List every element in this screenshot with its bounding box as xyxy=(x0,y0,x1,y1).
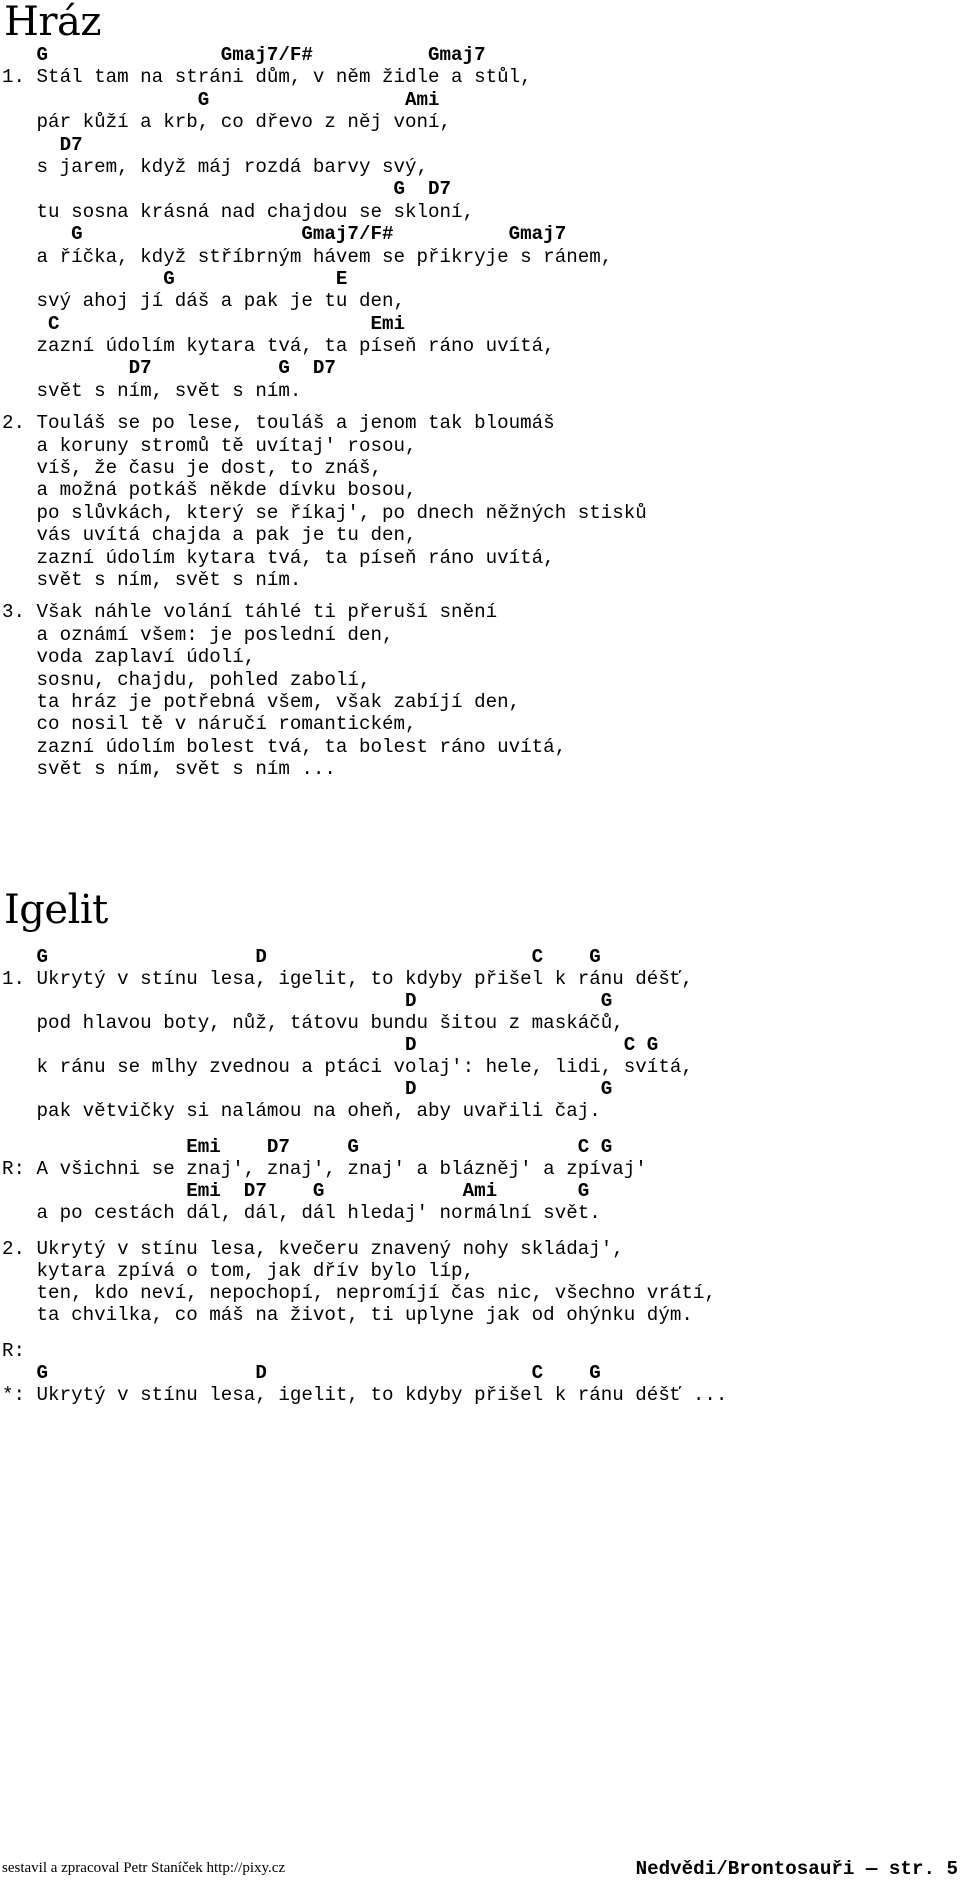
chord-line: Emi D7 G Ami G xyxy=(2,1180,590,1202)
lyric-line: vás uvítá chajda a pak je tu den, xyxy=(2,524,417,547)
song-title: Igelit xyxy=(4,887,108,933)
chord-line: C Emi xyxy=(2,312,406,335)
lyric-line: tu sosna krásná nad chajdou se skloní, xyxy=(2,200,475,223)
lyric-line: svý ahoj jí dáš a pak je tu den, xyxy=(2,290,406,313)
lyric-line: svět s ním, svět s ním ... xyxy=(2,758,336,781)
lyric-line: a říčka, když stříbrným hávem se přikryje s ránem, xyxy=(2,245,613,268)
lyric-line: 3. Však náhle volání táhlé ti přeruší snění xyxy=(2,601,498,624)
lyric-line: zazní údolím kytara tvá, ta píseň ráno uvítá, xyxy=(2,335,555,358)
lyric-line: 1. Ukrytý v stínu lesa, igelit, to kdyby přišel k ránu déšť, xyxy=(2,968,693,990)
chord-line: G Gmaj7/F# Gmaj7 xyxy=(2,44,486,66)
chord-line: G D C G xyxy=(2,946,601,968)
song-lines xyxy=(0,946,960,1406)
footer-page-label: Nedvědi/Brontosauři — str. 5 xyxy=(635,1858,958,1880)
lyric-line: a oznámí všem: je poslední den, xyxy=(2,623,394,646)
lyric-line: zazní údolím kytara tvá, ta píseň ráno uvítá, xyxy=(2,546,555,569)
stanza-gap xyxy=(2,1224,960,1238)
chord-line: G Gmaj7/F# Gmaj7 xyxy=(2,223,567,246)
lyric-line: zazní údolím bolest tvá, ta bolest ráno uvítá, xyxy=(2,735,567,758)
stanza-gap xyxy=(2,402,960,412)
lyric-line: a po cestách dál, dál, dál hledaj' normální svět. xyxy=(2,1202,601,1224)
lyric-line: ten, kdo neví, nepochopí, nepromíjí čas nic, všechno vrátí, xyxy=(2,1282,716,1304)
lyric-line: kytara zpívá o tom, jak dřív bylo líp, xyxy=(2,1260,475,1282)
lyric-line: a koruny stromů tě uvítaj' rosou, xyxy=(2,434,417,457)
chord-line: D C G xyxy=(2,1034,659,1056)
lyric-line: 2. Touláš se po lese, touláš a jenom tak bloumáš xyxy=(2,412,555,435)
lyric-line: 1. Stál tam na stráni dům, v něm židle a stůl, xyxy=(2,66,532,89)
song-hraz xyxy=(0,0,960,781)
chord-line: D7 xyxy=(2,133,83,156)
chord-line: G Ami xyxy=(2,88,440,111)
song-igelit xyxy=(0,888,960,1406)
lyric-line: po slůvkách, který se říkaj', po dnech něžných stisků xyxy=(2,501,647,524)
lyric-line: pak větvičky si nalámou na oheň, aby uvařili čaj. xyxy=(2,1100,601,1122)
stanza-gap xyxy=(2,1326,960,1340)
song-lines xyxy=(0,44,960,781)
footer-credit: sestavil a zpracoval Petr Staníček http://pixy.cz xyxy=(2,1860,286,1876)
page-footer xyxy=(0,1858,960,1880)
chord-line: G E xyxy=(2,267,348,290)
lyric-line: co nosil tě v náručí romantickém, xyxy=(2,713,417,736)
lyric-line: svět s ním, svět s ním. xyxy=(2,568,302,591)
lyric-line: ta chvilka, co máš na život, ti uplyne jak od ohýnku dým. xyxy=(2,1304,693,1326)
chord-line: G D C G xyxy=(2,1362,601,1384)
lyric-line: *: Ukrytý v stínu lesa, igelit, to kdyby přišel k ránu déšť ... xyxy=(2,1384,728,1406)
chord-line: D G xyxy=(2,1078,613,1100)
lyric-line: pod hlavou boty, nůž, tátovu bundu šitou z maskáčů, xyxy=(2,1012,624,1034)
lyric-line: 2. Ukrytý v stínu lesa, kvečeru znavený nohy skládaj', xyxy=(2,1238,624,1260)
lyric-line: s jarem, když máj rozdá barvy svý, xyxy=(2,155,429,178)
lyric-line: R: xyxy=(2,1340,26,1362)
stanza-gap xyxy=(2,1122,960,1136)
lyric-line: víš, že času je dost, to znáš, xyxy=(2,457,382,480)
lyric-line: a možná potkáš někde dívku bosou, xyxy=(2,479,417,502)
lyric-line: ta hráz je potřebná všem, však zabíjí den, xyxy=(2,690,521,713)
chord-line: Emi D7 G C G xyxy=(2,1136,613,1158)
stanza-gap xyxy=(2,591,960,601)
lyric-line: pár kůží a krb, co dřevo z něj voní, xyxy=(2,111,452,134)
lyric-line: R: A všichni se znaj', znaj', znaj' a blázněj' a zpívaj' xyxy=(2,1158,647,1180)
lyric-line: voda zaplaví údolí, xyxy=(2,646,256,669)
lyric-line: sosnu, chajdu, pohled zabolí, xyxy=(2,668,371,691)
lyric-line: k ránu se mlhy zvednou a ptáci volaj': hele, lidi, svítá, xyxy=(2,1056,693,1078)
song-title: Hráz xyxy=(4,0,101,45)
lyric-line: svět s ním, svět s ním. xyxy=(2,379,302,402)
chord-line: D7 G D7 xyxy=(2,357,336,380)
chord-line: D G xyxy=(2,990,613,1012)
chord-line: G D7 xyxy=(2,178,452,201)
